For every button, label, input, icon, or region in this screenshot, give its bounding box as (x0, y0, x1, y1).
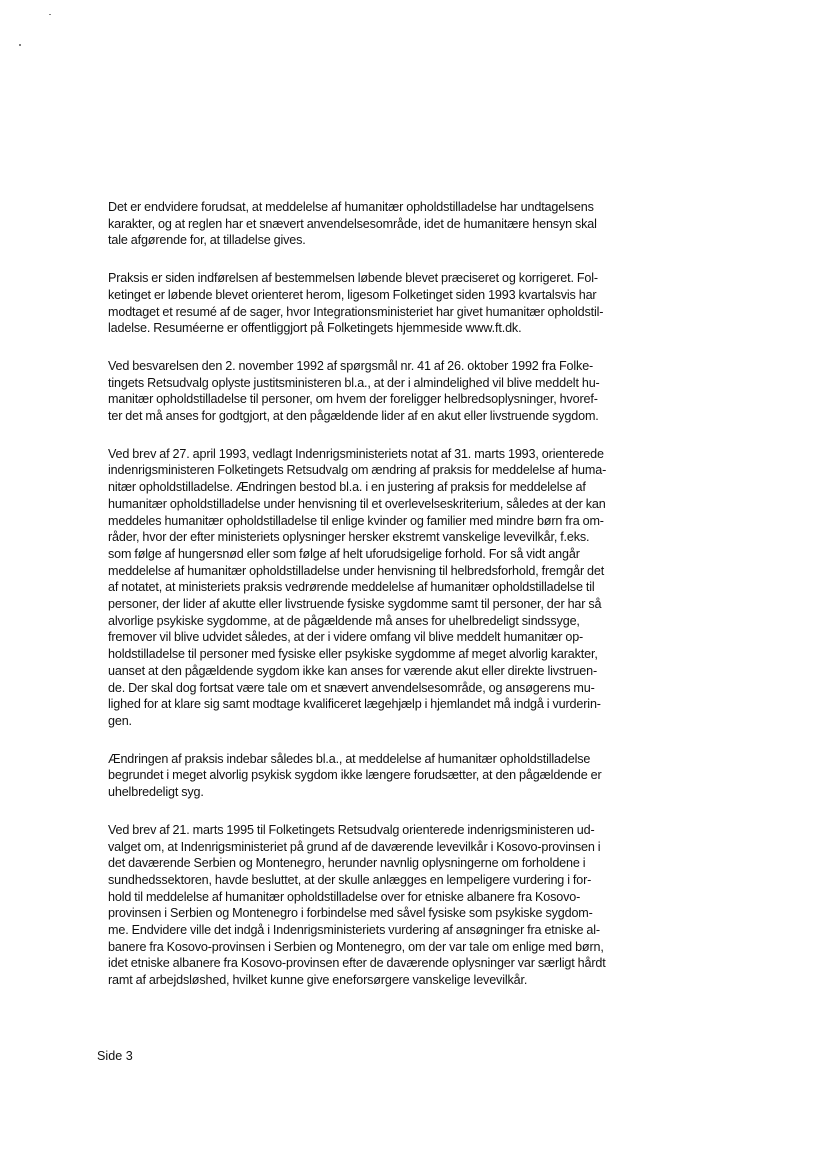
text-line: ladelse. Resuméerne er offentliggjort på Folketingets hjemmeside www.ft.dk. (108, 321, 522, 336)
text-line: råder, hvor der efter ministeriets oplysninger hersker ekstremt vanskelige levevilkår, f.eks. (108, 530, 590, 545)
text-line: af notatet, at ministeriets praksis vedrørende meddelelse af humanitær opholdstilladelse til (108, 580, 595, 595)
paragraph-3 (108, 358, 638, 425)
text-line: lighed for at klare sig samt modtage kvalificeret lægehjælp i hjemlandet må indgå i vurderin- (108, 697, 601, 712)
text-line: Ændringen af praksis indebar således bl.a., at meddelelse af humanitær opholdstilladelse (108, 751, 591, 766)
paragraph-1 (108, 199, 638, 249)
text-line: gen. (108, 713, 132, 728)
text-line: provinsen i Serbien og Montenegro i forbindelse med såvel fysiske som psykiske sygdom- (108, 906, 593, 921)
paragraph-2 (108, 270, 638, 337)
text-line: Ved besvarelsen den 2. november 1992 af spørgsmål nr. 41 af 26. oktober 1992 fra Folke- (108, 358, 594, 373)
text-line: karakter, og at reglen har et snævert anvendelsesområde, idet de humanitære hensyn skal (108, 216, 597, 231)
text-line: manitær opholdstilladelse til personer, om hvem der foreligger helbredsoplysninger, hvoref- (108, 392, 598, 407)
paragraph-4 (108, 446, 638, 730)
body-text (108, 199, 638, 1010)
text-line: Det er endvidere forudsat, at meddelelse af humanitær opholdstilladelse har undtagelsens (108, 200, 594, 214)
text-line: Praksis er siden indførelsen af bestemmelsen løbende blevet præciseret og korrigeret. Fol- (108, 271, 598, 286)
text-line: alvorlige psykiske sygdomme, at de pågældende må anses for uhelbredeligt sindssyge, (108, 613, 580, 628)
text-line: modtaget et resumé af de sager, hvor Integrationsministeriet har givet humanitær opholdstil- (108, 304, 604, 319)
scan-speck (49, 14, 51, 15)
paragraph-6 (108, 822, 638, 989)
text-line: banere fra Kosovo-provinsen i Serbien og Montenegro, om der var tale om enlige med børn, (108, 939, 604, 954)
text-line: uanset at den pågældende sygdom ikke kan anses for værende akut eller direkte livstruen- (108, 663, 598, 678)
text-line: som følge af hungersnød eller som følge af helt uforudsigelige forhold. For så vidt angår (108, 546, 580, 561)
text-line: me. Endvidere ville det indgå i Indenrigsministeriets vurdering af ansøgninger fra etniske al- (108, 923, 600, 938)
paragraph-5 (108, 751, 638, 801)
text-line: begrundet i meget alvorlig psykisk sygdom ikke længere forudsætter, at den pågældende er (108, 768, 602, 783)
text-line: ketinget er løbende blevet orienteret herom, ligesom Folketinget siden 1993 kvartalsvis har (108, 287, 597, 302)
text-line: meddeles humanitær opholdstilladelse til enlige kvinder og familier med mindre børn fra om- (108, 513, 604, 528)
text-line: fremover vil blive udvidet således, at der i videre omfang vil blive meddelt humanitær op- (108, 630, 584, 645)
text-line: valget om, at Indenrigsministeriet på grund af de daværende levevilkår i Kosovo-provinsen i (108, 839, 601, 854)
text-line: idet etniske albanere fra Kosovo-provinsen efter de daværende oplysninger var særligt hårdt (108, 956, 606, 971)
text-line: det daværende Serbien og Montenegro, herunder navnlig oplysningerne om forholdene i (108, 856, 586, 871)
text-line: de. Der skal dog fortsat være tale om et snævert anvendelsesområde, og ansøgerens mu- (108, 680, 595, 695)
text-line: Ved brev af 27. april 1993, vedlagt Indenrigsministeriets notat af 31. marts 1993, orienterede (108, 446, 604, 461)
text-line: Ved brev af 21. marts 1995 til Folketingets Retsudvalg orienterede indenrigsministeren ud- (108, 822, 595, 837)
text-line: holdstilladelse til personer med fysiske eller psykiske sygdomme af meget alvorlig karakter, (108, 647, 598, 662)
text-line: nitær opholdstilladelse. Ændringen bestod bl.a. i en justering af praksis for meddelelse af (108, 480, 586, 495)
text-line: personer, der lider af akutte eller livstruende fysiske sygdomme samt til personer, der har så (108, 597, 602, 612)
text-line: meddelelse af humanitær opholdstilladelse under henvisning til helbredsforhold, fremgår det (108, 563, 605, 578)
text-line: humanitær opholdstilladelse under henvisning til et overlevelseskriterium, således at der kan (108, 496, 606, 511)
text-line: ter det må anses for godtgjort, at den pågældende lider af en akut eller livstruende sygdom. (108, 409, 599, 424)
text-line: hold til meddelelse af humanitær opholdstilladelse over for etniske albanere fra Kosovo- (108, 889, 581, 904)
text-line: tingets Retsudvalg oplyste justitsministeren bl.a., at der i almindelighed vil blive meddelt hu- (108, 375, 600, 390)
text-line: indenrigsministeren Folketingets Retsudvalg om ændring af praksis for meddelelse af huma- (108, 463, 607, 478)
scan-speck (19, 44, 21, 46)
text-line: uhelbredeligt syg. (108, 785, 204, 800)
text-line: sundhedssektoren, havde besluttet, at der skulle anlægges en lempeligere vurdering i for- (108, 872, 592, 887)
text-line: tale afgørende for, at tilladelse gives. (108, 233, 306, 248)
page-number: Side 3 (97, 1049, 133, 1063)
text-line: ramt af arbejdsløshed, hvilket kunne give eneforsørgere vanskelige levevilkår. (108, 973, 528, 988)
